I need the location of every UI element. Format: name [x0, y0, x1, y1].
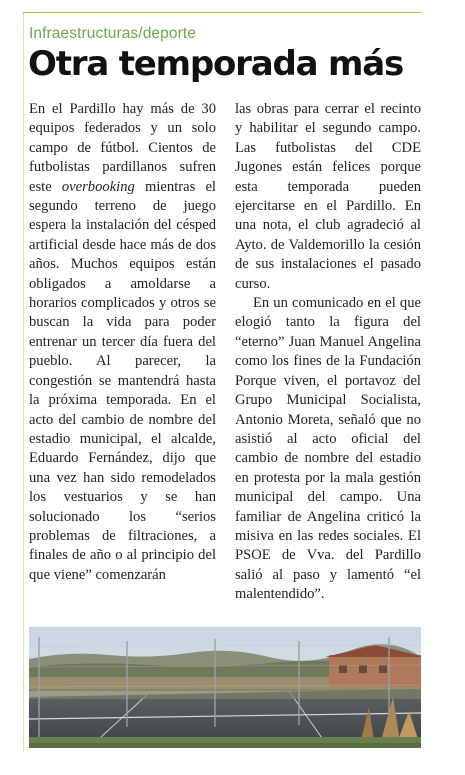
- top-rule: [23, 12, 421, 13]
- article-column-1: [29, 100, 216, 585]
- section-label: Infraestructuras/deporte: [29, 25, 196, 42]
- left-border-line: [23, 13, 24, 752]
- photo-illustration: [29, 627, 421, 748]
- text-run: En el Pardillo hay más de 30 equipos federados y un solo campo de fútbol. Cientos de futbolistas pardillanos sufren este: [29, 101, 216, 195]
- article-paragraph: En un comunicado en el que elogió tanto la figura del “eterno” Juan Manuel Angelina como los fines de la Fundación Porque viven, el portavoz del Grupo Municipal Socialista, Antonio Moreta, señaló que no asistió al acto oficial del cambio de nombre del estadio en protesta por la mala gestión municipal del campo. Una familiar de Angelina criticó la misiva en las redes sociales. El PSOE de Vva. del Pardillo salió al paso y lamentó “el malentendido”.: [235, 295, 421, 603]
- headline: Otra temporada más: [28, 44, 403, 84]
- article-paragraph: [29, 100, 216, 585]
- emphasis-text: overbooking: [61, 178, 135, 195]
- football-field-photo: [29, 627, 421, 748]
- article-column-2: [235, 100, 421, 605]
- text-run: mientras el segundo terreno de juego espera la instalación del césped artificial desde hace más de dos años. Muchos equipos están obligados a amoldarse a horarios complicados y otros se buscan la vida para poder entrenar un tercer día fuera del pueblo. Al parecer, la congestión se mantendrá hasta la próxima temporada. En el acto del cambio de nombre del estadio municipal, el alcalde, Eduardo Fernández, dijo que una vez han sido remodelados los vestuarios y se han solucionado los “serios problemas de filtraciones, a finales de año o al principio del que viene” comenzarán: [29, 178, 216, 583]
- article-paragraph: las obras para cerrar el recinto y habilitar el segundo campo. Las futbolistas del CDE Jugones están felices porque esta temporada pueden ejercitarse en el Pardillo. En una nota, el club agradeció al Ayto. de Valdemorillo la cesión de sus instalaciones el pasado curso.: [235, 101, 421, 292]
